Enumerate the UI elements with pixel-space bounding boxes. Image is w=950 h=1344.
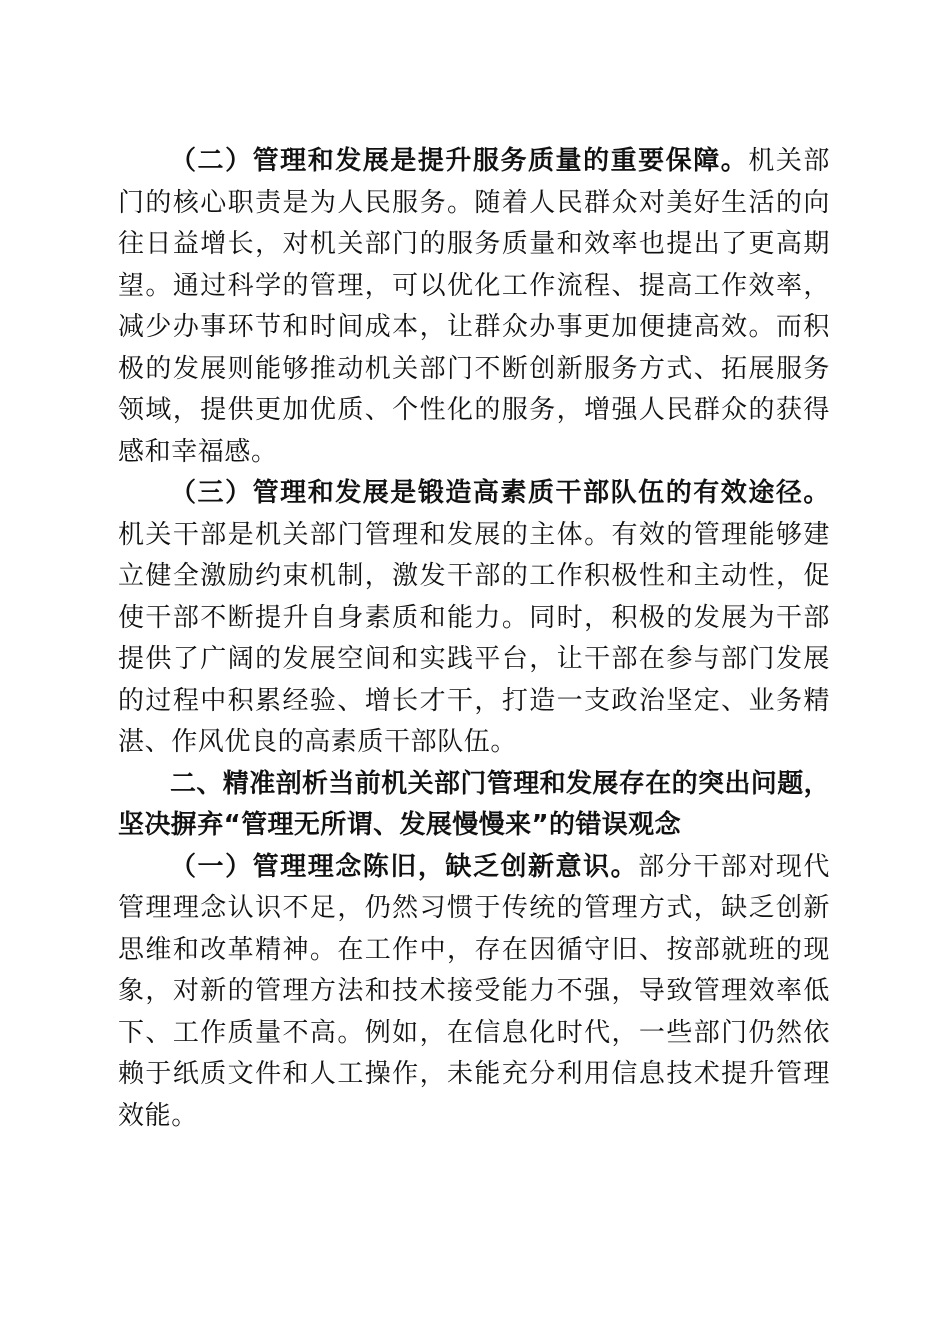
paragraph-body: 部分干部对现代管理理念认识不足，仍然习惯于传统的管理方式，缺乏创新思维和改革精神。在工作中，存在因循守旧、按部就班的现象，对新的管理方法和技术接受能力不强，导致管理效率低下、工作质量不高。例如，在信息化时代，一些部门仍然依赖于纸质文件和人工操作，未能充分利用信息技术提升管理效能。 [118, 851, 831, 1131]
paragraph-lead: （三）管理和发展是锻造高素质干部队伍的有效途径。 [170, 478, 830, 508]
paragraph-outdated-concepts [118, 847, 830, 1138]
paragraph-body: 机关干部是机关部门管理和发展的主体。有效的管理能够建立健全激励约束机制，激发干部的工作积极性和主动性，促使干部不断提升自身素质和能力。同时，积极的发展为干部提供了广阔的发展空间和实践平台，让干部在参与部门发展的过程中积累经验、增长才干，打造一支政治坚定、业务精湛、作风优良的高素质干部队伍。 [118, 519, 830, 757]
section-heading-two: 二、精准剖析当前机关部门管理和发展存在的突出问题，坚决摒弃“管理无所谓、发展慢慢来”的错误观念 [118, 768, 831, 840]
paragraph-cadre-team [118, 473, 830, 764]
paragraph-service-quality [118, 141, 830, 473]
paragraph-body: 机关部门的核心职责是为人民服务。随着人民群众对美好生活的向往日益增长，对机关部门的服务质量和效率也提出了更高期望。通过科学的管理，可以优化工作流程、提高工作效率，减少办事环节和时间成本，让群众办事更加便捷高效。而积极的发展则能够推动机关部门不断创新服务方式、拓展服务领域，提供更加优质、个性化的服务，增强人民群众的获得感和幸福感。 [118, 146, 830, 467]
document-body [118, 141, 830, 1137]
paragraph-lead: （二）管理和发展是提升服务质量的重要保障。 [170, 146, 749, 176]
paragraph-lead: （一）管理理念陈旧，缺乏创新意识。 [170, 851, 639, 882]
